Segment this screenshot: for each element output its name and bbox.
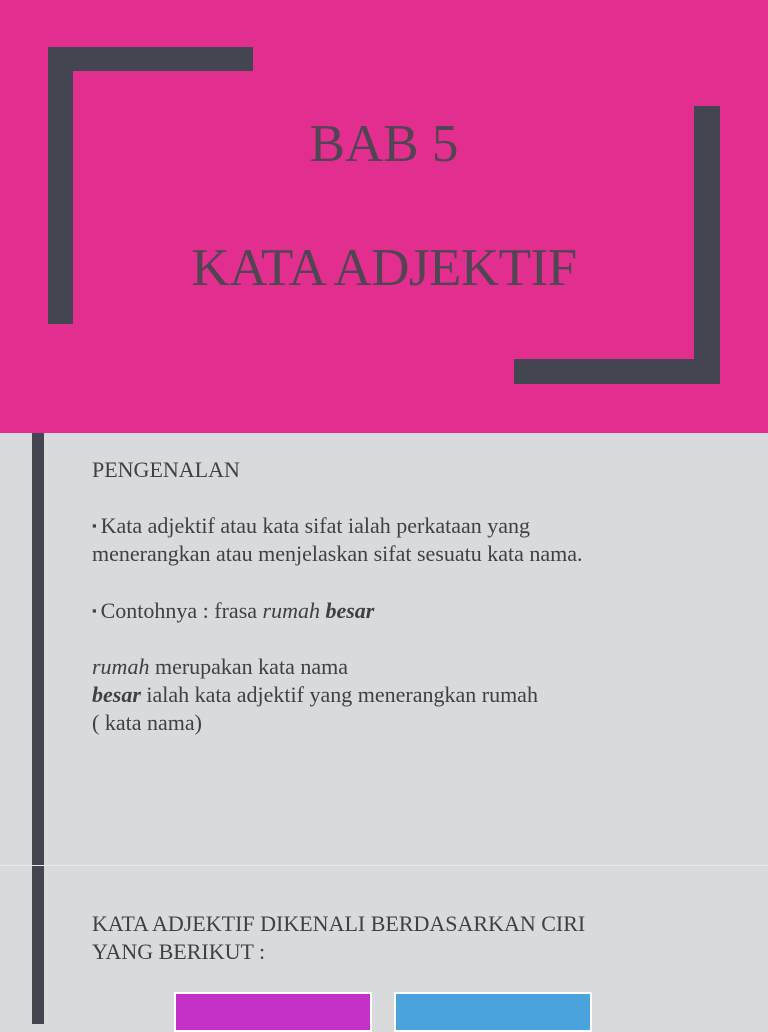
explanation-adjective: besar [92, 682, 141, 707]
features-heading-line-1: KATA ADJEKTIF DIKENALI BERDASARKAN CIRI [92, 911, 586, 936]
side-accent-bar [32, 866, 44, 1024]
definition-line-1: Kata adjektif atau kata sifat ialah perkataan yang [100, 513, 531, 538]
explanation-paragraph [92, 653, 538, 737]
explanation-noun: rumah [92, 654, 150, 679]
example-noun: rumah [262, 598, 320, 623]
intro-heading: PENGENALAN [92, 457, 240, 482]
explanation-line-3: ( kata nama) [92, 710, 202, 735]
title-slide [0, 0, 768, 433]
feature-box-blue [394, 992, 592, 1032]
example-prefix: Contohnya : frasa [100, 598, 263, 623]
chapter-title: KATA ADJEKTIF [191, 239, 577, 297]
side-accent-bar [32, 433, 44, 865]
intro-slide [0, 433, 768, 865]
definition-paragraph [92, 512, 583, 568]
chapter-number: BAB 5 [309, 115, 459, 173]
explanation-noun-text: merupakan kata nama [149, 654, 348, 679]
explanation-adjective-text: ialah kata adjektif yang menerangkan rumah [140, 682, 538, 707]
features-slide [0, 866, 768, 1024]
features-heading-line-2: YANG BERIKUT : [92, 939, 266, 964]
bottom-right-bracket-horizontal [514, 359, 720, 384]
example-adjective: besar [325, 598, 375, 623]
example-paragraph [92, 597, 374, 625]
feature-box-magenta [174, 992, 372, 1032]
top-left-bracket-horizontal [48, 47, 253, 71]
bullet-icon: ▪ [92, 603, 97, 618]
definition-line-2: menerangkan atau menjelaskan sifat sesuatu kata nama. [92, 541, 583, 566]
features-heading [92, 910, 585, 966]
bullet-icon: ▪ [92, 518, 97, 533]
